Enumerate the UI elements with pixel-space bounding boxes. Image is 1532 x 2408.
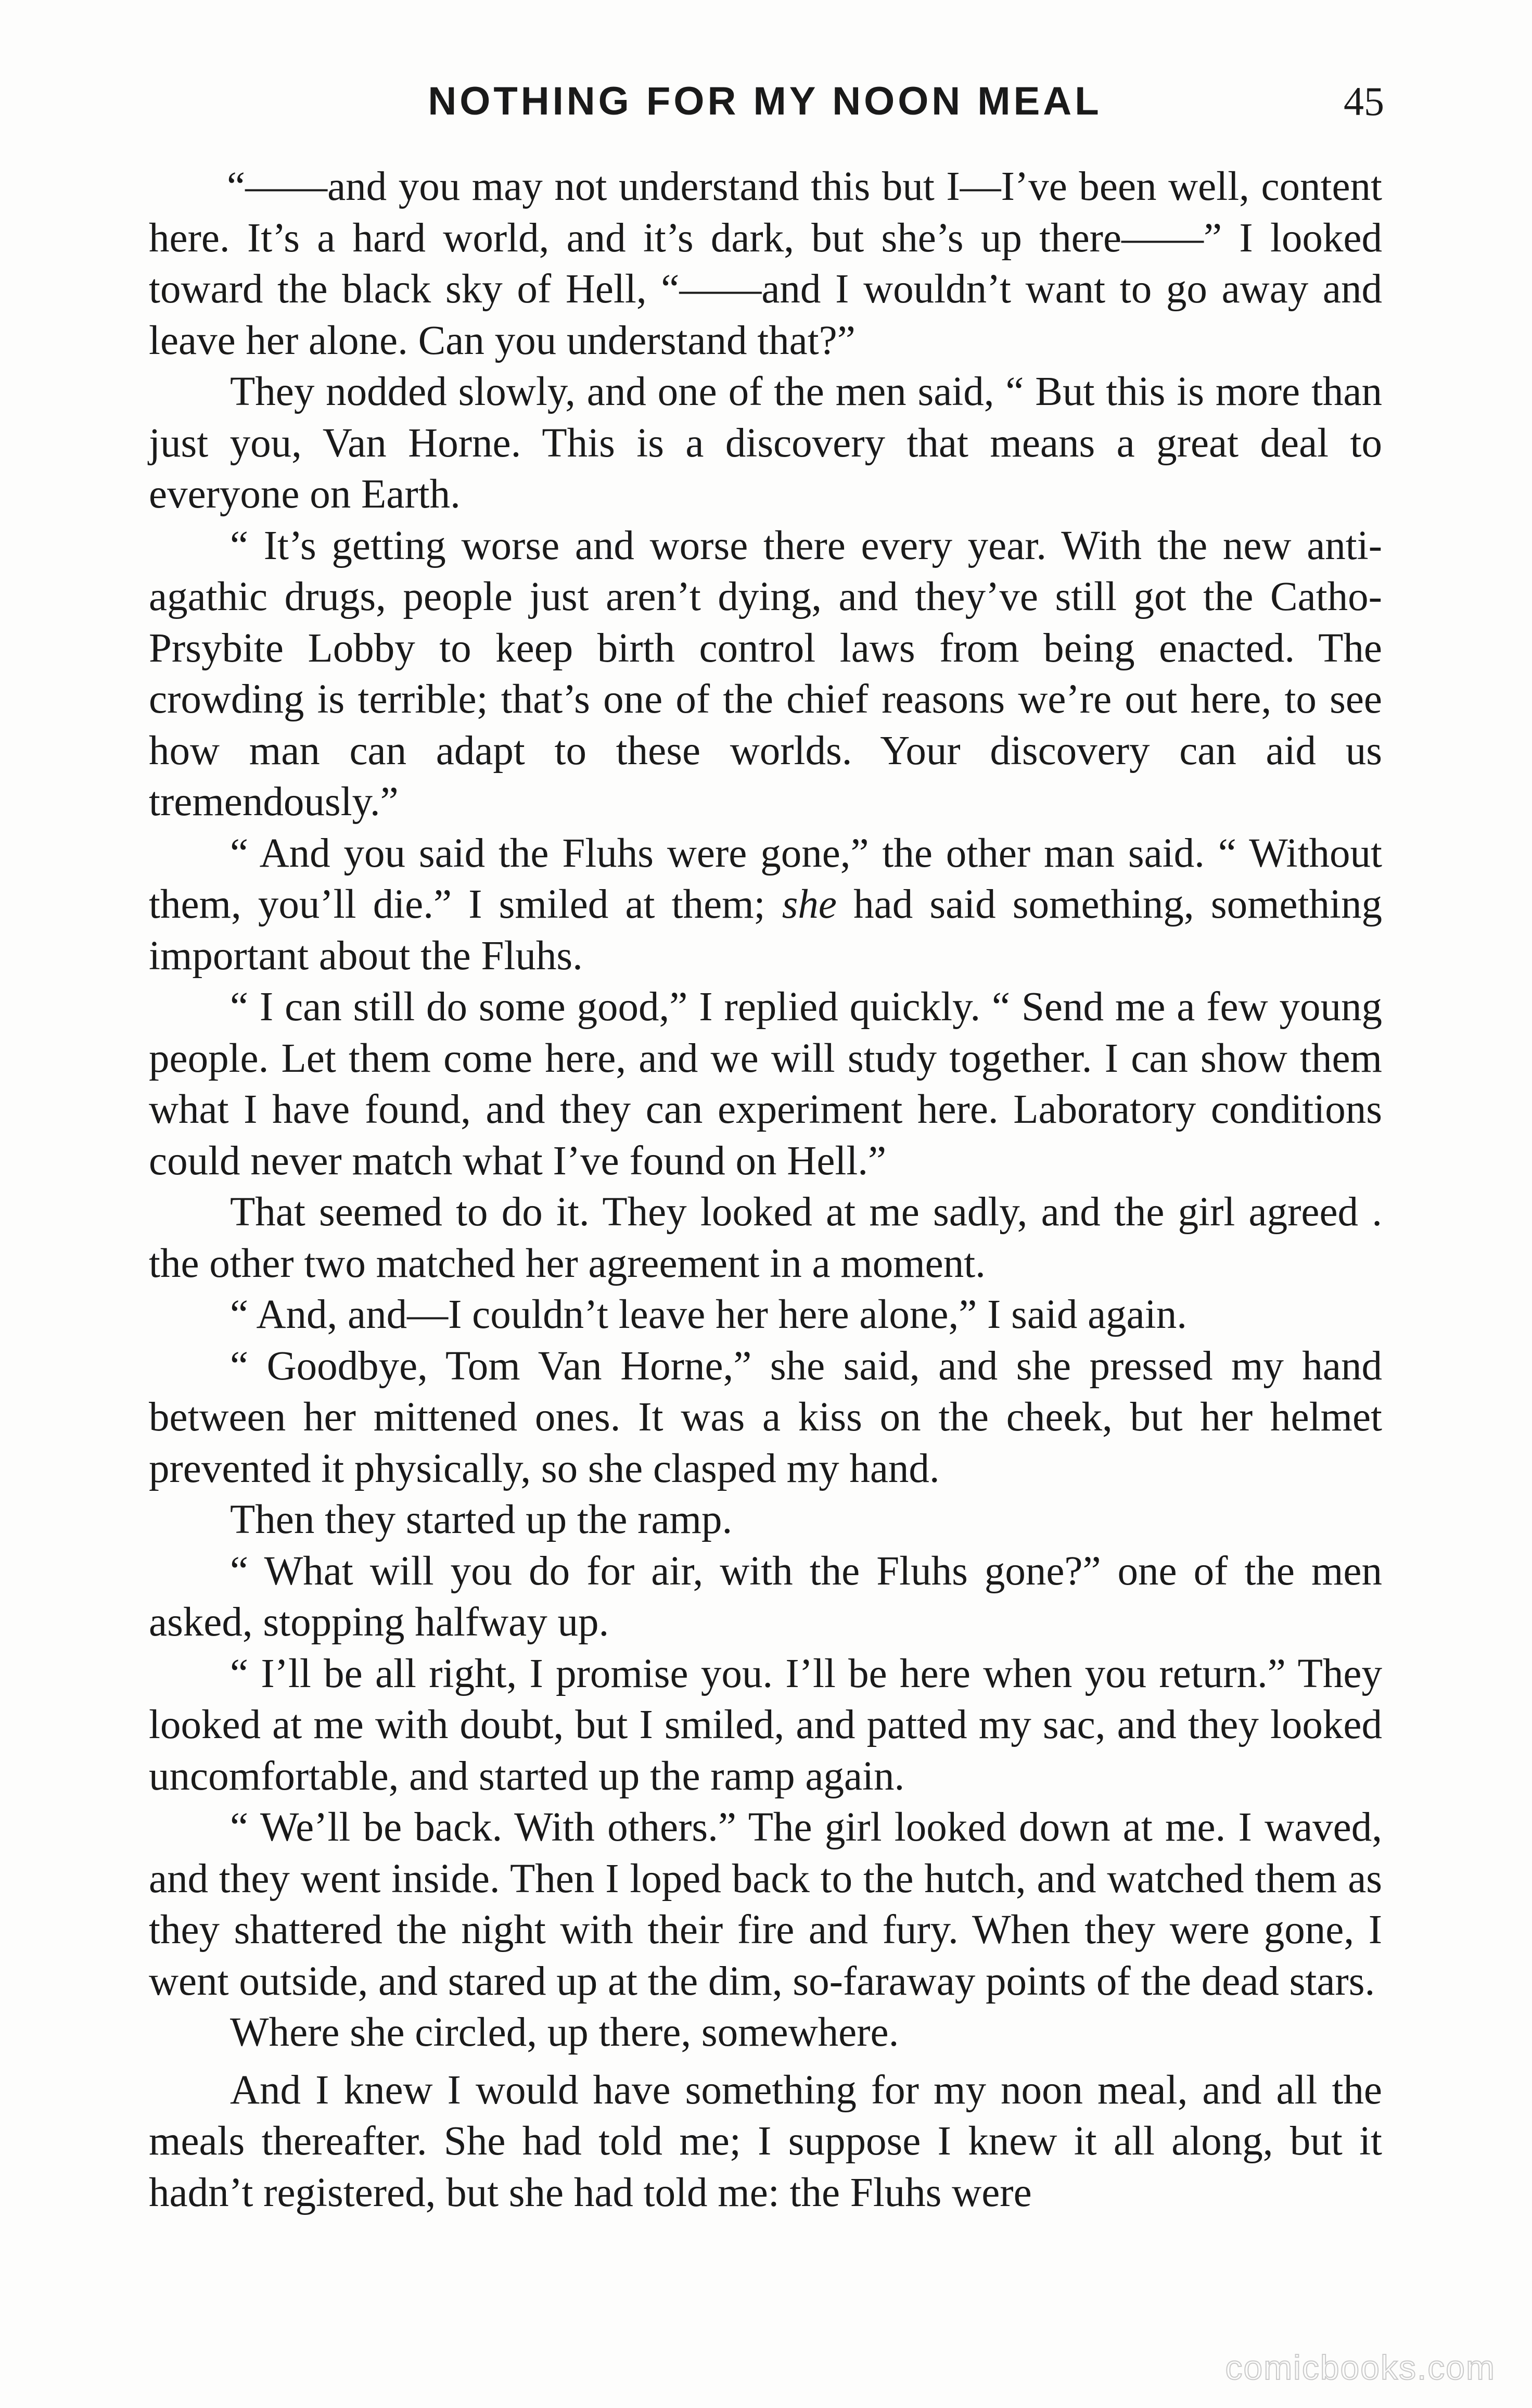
paragraph-3: “ It’s getting worse and worse there every year. With the new anti-agathic drugs, people just aren’t dying, and they’ve still got the Catho-Prsybite Lobby to keep birth control laws from being enacted. The crowding is terrible; that’s one of the chief reasons we’re out here, to see how man can adapt to these worlds. Your discovery can aid us tremendously.”: [149, 523, 1382, 825]
paragraph-9: Then they started up the ramp.: [230, 1497, 733, 1542]
paragraph-4-part-1: “ And you said the Fluhs were gone,” the other man said. “ Without them, you’ll die.” I smiled at them;: [149, 830, 1382, 927]
running-title: NOTHING FOR MY NOON MEAL: [428, 79, 1102, 123]
paragraph-8: “ Goodbye, Tom Van Horne,” she said, and she pressed my hand between her mittened ones. It was a kiss on the cheek, but her helmet prevented it physically, so she clasped my hand.: [149, 1343, 1382, 1491]
paragraph-10: “ What will you do for air, with the Fluhs gone?” one of the men asked, stopping halfway up.: [149, 1548, 1382, 1645]
paragraph-14: And I knew I would have something for my noon meal, and all the meals thereafter. She had told me; I suppose I knew it all along, but it hadn’t registered, but she had told me: the Fluhs were: [149, 2067, 1382, 2215]
paragraph-4-emphasis: she: [782, 882, 837, 927]
paragraph-4-part-2: had said something, something important about the Fluhs.: [149, 882, 1382, 979]
paragraph-2: They nodded slowly, and one of the men said, “ But this is more than just you, Van Horne. This is a discovery that means a great deal to everyone on Earth.: [149, 369, 1382, 517]
page-header: [146, 73, 1384, 130]
body-text: [149, 161, 1382, 2219]
paragraph-1: “——and you may not understand this but I—I’ve been well, content here. It’s a hard world, and it’s dark, but she’s up there——” I looked toward the black sky of Hell, “——and I wouldn’t want to go away and leave her alone. Can you understand that?”: [149, 164, 1382, 363]
paragraph-13: Where she circled, up there, somewhere.: [230, 2010, 899, 2055]
paragraph-11: “ I’ll be all right, I promise you. I’ll be here when you return.” They looked at me with doubt, but I smiled, and patted my sac, and they looked uncomfortable, and started up the ramp again.: [149, 1651, 1382, 1799]
paragraph-6: That seemed to do it. They looked at me sadly, and the girl agreed . the other two matched her agreement in a moment.: [149, 1189, 1382, 1286]
paragraph-5: “ I can still do some good,” I replied quickly. “ Send me a few young people. Let them come here, and we will study together. I can show them what I have found, and they can experiment here. Laboratory conditions could never match what I’ve found on Hell.”: [149, 984, 1382, 1184]
paragraph-12: “ We’ll be back. With others.” The girl looked down at me. I waved, and they went inside. Then I loped back to the hutch, and watched them as they shattered the night with their fire and fury. When they were gone, I went outside, and stared up at the dim, so-faraway points of the dead stars.: [149, 1805, 1382, 2004]
watermark: comicbooks.com: [1225, 2348, 1496, 2387]
paragraph-4: [149, 828, 1382, 982]
paragraph-7: “ And, and—I couldn’t leave her here alone,” I said again.: [230, 1292, 1187, 1337]
page-number: 45: [1344, 79, 1384, 124]
